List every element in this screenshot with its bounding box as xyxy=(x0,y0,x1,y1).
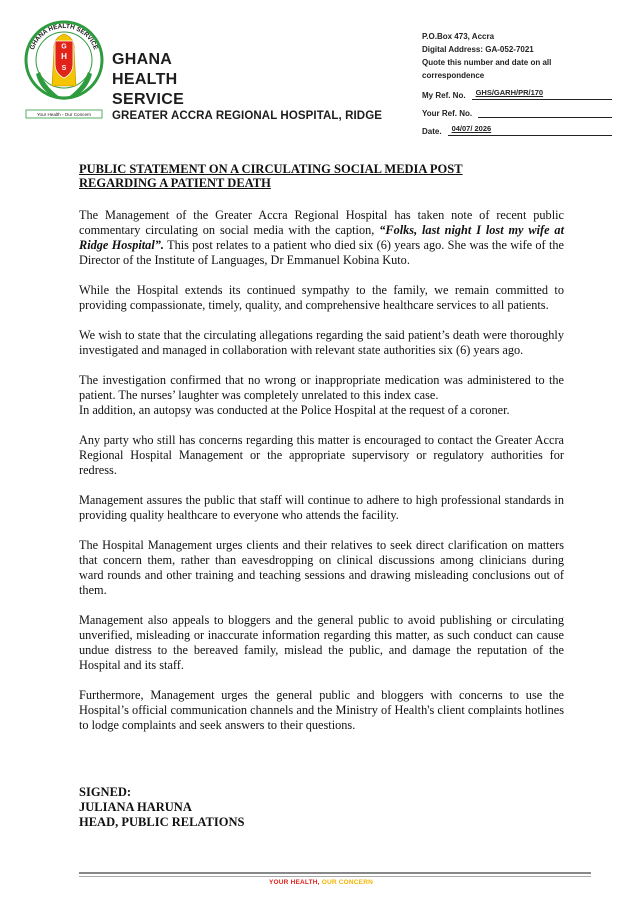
footer-tagline xyxy=(0,879,642,886)
paragraph-7: The Hospital Management urges clients and their relatives to seek direct clarification on matters that concern them, rather than eavesdropping on clinical discussions among clinicians during ward rounds and other training and teaching sessions and drawing misleading conclusions out of them. xyxy=(79,538,564,597)
my-ref-label: My Ref. No. xyxy=(422,91,466,100)
paragraph-8: Management also appeals to bloggers and the general public to avoid publishing or circulating unverified, misleading or inaccurate information regarding this matter, as such conduct can cause undue distress to the bereaved family, mislead the public, and damage the reputation of the Hospital and its staff. xyxy=(79,613,564,672)
logo-motto: Your Health - Our Concern xyxy=(36,112,92,117)
title-line: PUBLIC STATEMENT ON A CIRCULATING SOCIAL MEDIA POST xyxy=(79,162,463,176)
statement-body xyxy=(79,162,564,748)
my-ref-row xyxy=(422,82,612,100)
logo-letter-g: G xyxy=(61,43,67,51)
po-box: P.O.Box 473, Accra xyxy=(422,32,495,41)
org-name-line: SERVICE xyxy=(112,91,185,108)
paragraph-9: Furthermore, Management urges the general public and bloggers with concerns to use the Hospital’s official communication channels and the Ministry of Health's client complaints hotlines to lodge complaints and seek answers to their questions. xyxy=(79,688,564,732)
footer-divider xyxy=(79,872,591,874)
quoted-caption: “Folks, last night I lost my wife at Ridge Hospital”. xyxy=(79,223,564,252)
your-ref-value xyxy=(478,105,612,118)
paragraph-text: This post relates to a patient who died six (6) years ago. She was the wife of the Director of the Institute of Languages, Dr Emmanuel Kobina Kuto. xyxy=(79,238,564,267)
signatory-role: HEAD, PUBLIC RELATIONS xyxy=(79,815,245,829)
signature-block xyxy=(79,785,244,830)
date-label: Date. xyxy=(422,127,442,136)
paragraph-3: We wish to state that the circulating allegations regarding the said patient’s death were thoroughly investigated and managed in collaboration with relevant state authorities six (6) years ago. xyxy=(79,328,564,357)
title-line: REGARDING A PATIENT DEATH xyxy=(79,176,271,190)
your-ref-label: Your Ref. No. xyxy=(422,109,473,118)
paragraph-text: The investigation confirmed that no wrong or inappropriate medication was administered to the patient. The nurses’ laughter was completely unrelated to this index case. xyxy=(79,373,564,402)
paragraph-text: In addition, an autopsy was conducted at the Police Hospital at the request of a coroner. xyxy=(79,403,510,417)
contact-block xyxy=(422,30,612,136)
paragraph-5: Any party who still has concerns regarding this matter is encouraged to contact the Greater Accra Regional Hospital Management or the appropriate supervisory or regulatory authorities for redress. xyxy=(79,433,564,477)
tagline-part: OUR CONCERN xyxy=(321,879,373,886)
signed-label: SIGNED: xyxy=(79,785,132,799)
paragraph-1 xyxy=(79,208,564,268)
paragraph-6: Management assures the public that staff will continue to adhere to high professional standards in providing quality healthcare to everyone who attends the facility. xyxy=(79,493,564,522)
org-name-line: GHANA xyxy=(112,51,173,68)
ghs-logo xyxy=(22,14,106,122)
tagline-part: YOUR HEALTH, xyxy=(269,879,322,886)
paragraph-2: While the Hospital extends its continued sympathy to the family, we remain committed to providing compassionate, timely, quality, and comprehensive healthcare services to all patients. xyxy=(79,283,564,312)
org-name xyxy=(112,50,184,110)
my-ref-value: GHS/GARH/PR/170 xyxy=(472,87,612,100)
date-value: 04/07/ 2026 xyxy=(448,123,612,136)
logo-ring-text: GHANA HEALTH SERVICE xyxy=(28,22,100,51)
logo-letter-h: H xyxy=(61,52,67,61)
digital-address: Digital Address: GA-052-7021 xyxy=(422,45,534,54)
footer-divider-thin xyxy=(79,876,591,877)
date-row xyxy=(422,118,612,136)
your-ref-row xyxy=(422,100,612,118)
statement-title xyxy=(79,162,564,190)
paragraph-text: The Management of the Greater Accra Regional Hospital has taken note of recent public commentary circulating on social media with the caption, xyxy=(79,208,564,237)
quote-instruction-cont: correspondence xyxy=(422,71,485,80)
paragraph-4 xyxy=(79,373,564,418)
signatory-name: JULIANA HARUNA xyxy=(79,800,192,814)
org-name-line: HEALTH xyxy=(112,71,178,88)
hospital-name: GREATER ACCRA REGIONAL HOSPITAL, RIDGE xyxy=(112,110,383,122)
quote-instruction: Quote this number and date on all xyxy=(422,58,552,67)
logo-letter-s: S xyxy=(61,65,67,72)
